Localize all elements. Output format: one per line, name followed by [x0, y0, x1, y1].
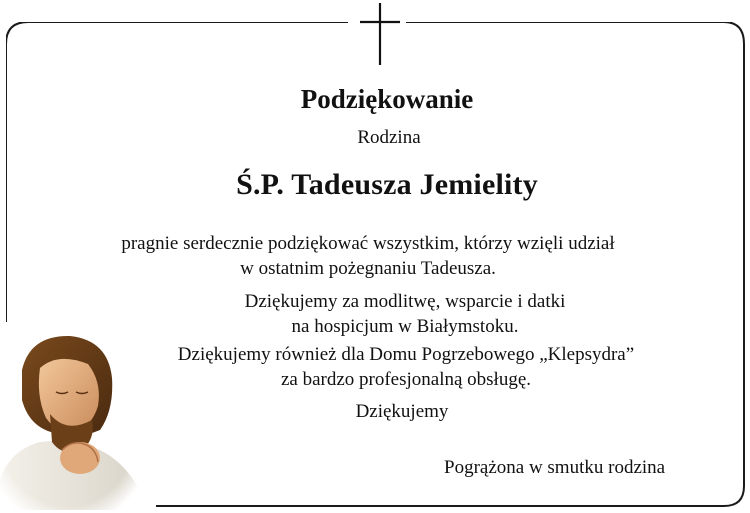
- deceased-name: Ś.P. Tadeusza Jemielity: [236, 168, 538, 201]
- notice-heading: Podziękowanie: [300, 84, 474, 114]
- paragraph-line: w ostatnim pożegnaniu Tadeusza.: [240, 258, 496, 279]
- cross-icon: [360, 3, 400, 65]
- paragraph-line: za bardzo profesjonalną obsługę.: [280, 369, 532, 390]
- paragraph-line: Dziękujemy za modlitwę, wsparcie i datki: [244, 291, 566, 312]
- family-signature: Pogrążona w smutku rodzina: [444, 457, 666, 478]
- closing-thanks: Dziękujemy: [355, 401, 449, 422]
- praying-jesus-portrait: [0, 330, 150, 510]
- paragraph-line: Dziękujemy również dla Domu Pogrzebowego „Klepsydra”: [177, 344, 635, 365]
- thanks-paragraph-attendance: [0, 231, 743, 281]
- family-label: Rodzina: [357, 127, 421, 148]
- paragraph-line: na hospicjum w Białymstoku.: [291, 316, 519, 337]
- paragraph-line: pragnie serdecznie podziękować wszystkim, którzy wzięli udział: [121, 233, 615, 254]
